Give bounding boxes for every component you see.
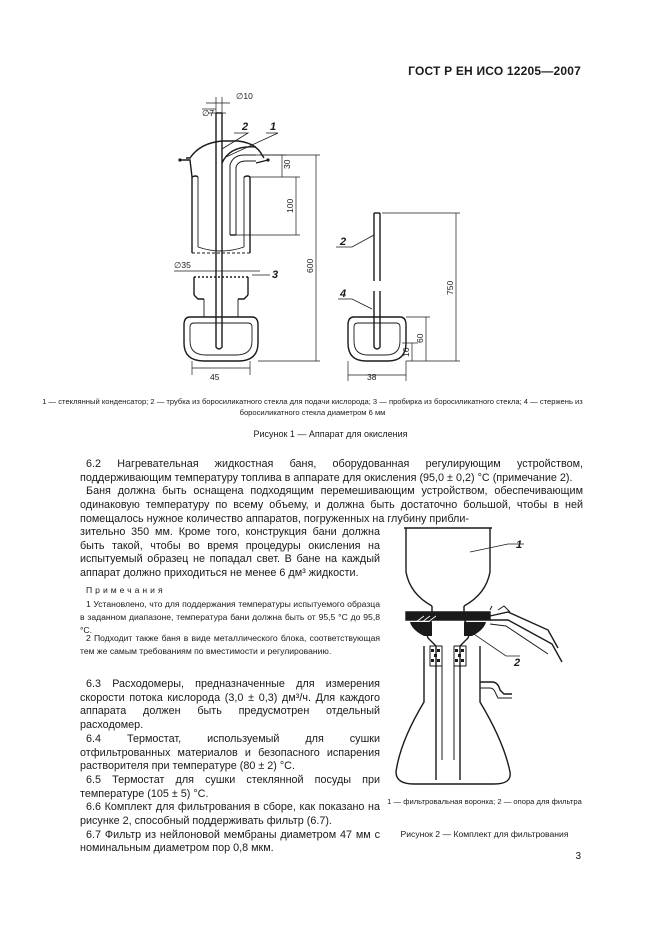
dim-h600: 600 bbox=[305, 258, 315, 273]
dim-w38: 38 bbox=[367, 372, 377, 382]
figure-1-caption: 1 — стеклянный конденсатор; 2 — трубка из боросиликатного стекла для подачи кислорода; 3 — пробирка из боросиликатного стекла; 4 — стержень из боросиликатного стекла диаметром 6 мм bbox=[42, 397, 583, 417]
section-6-2 bbox=[80, 458, 583, 527]
fig1-label-4: 4 bbox=[340, 288, 347, 300]
fig2-label-1: 1 bbox=[516, 539, 523, 551]
dim-h750: 750 bbox=[445, 280, 455, 295]
dim-w45: 45 bbox=[210, 372, 220, 382]
fig1-label-2b: 2 bbox=[340, 236, 347, 248]
dim-d7: ∅7 bbox=[202, 108, 215, 118]
fig2-label-2: 2 bbox=[514, 657, 521, 669]
dim-d10: ∅10 bbox=[236, 91, 253, 101]
paragraph-6-3: 6.3 Расходомеры, предназначенные для измерения скорости потока кислорода (3,0 ± 0,3) дм³/ч. Для каждого аппарата должен быть предусмотрен отдельный расходомер. bbox=[80, 678, 380, 732]
fig1-label-1: 1 bbox=[270, 121, 277, 133]
section-6-2-continued bbox=[80, 526, 380, 581]
paragraph-6-4: 6.4 Термостат, используемый для сушки отфильтрованных материалов и безопасного испарения растворителя при температуре (80 ± 2) °С. bbox=[80, 732, 380, 773]
paragraph-6-5: 6.5 Термостат для сушки стеклянной посуды при температуре (105 ± 5) °С. bbox=[80, 773, 380, 800]
dim-d35: ∅35 bbox=[174, 260, 191, 270]
standard-header: ГОСТ Р ЕН ИСО 12205—2007 bbox=[408, 64, 581, 78]
figure-1-apparatus bbox=[160, 85, 480, 385]
figure-2-caption: 1 — фильтровальная воронка; 2 — опора для фильтра bbox=[387, 797, 582, 806]
dim-h30: 30 bbox=[282, 159, 292, 169]
dim-h100: 100 bbox=[285, 198, 295, 213]
note-2 bbox=[80, 632, 380, 658]
fig1-label-3: 3 bbox=[272, 269, 279, 281]
paragraph-6-2-continued: зительно 350 мм. Кроме того, конструкция бани должна быть такой, чтобы во время процедуры окисления на испытуемый образец не попадал свет. В бане на каждый аппарат должно приходиться не менее 6 дм³ жидкости. bbox=[80, 526, 380, 580]
dim-h16: 16 bbox=[401, 347, 411, 357]
dim-h60: 60 bbox=[415, 333, 425, 343]
figure-1-title: Рисунок 1 — Аппарат для окисления bbox=[253, 429, 408, 439]
paragraph-6-6: 6.6 Комплект для фильтрования в сборе, как показано на рисунке 2, способный поддерживать фильтр (6.7). bbox=[80, 801, 380, 828]
paragraph-6-2-bath: Баня должна быть оснащена подходящим перемешивающим устройством, обеспечивающим одинаковую температуру по всему объему, и должна быть достаточно большой, чтобы в ней помещалось нужное количество аппаратов, погруженных на глубину прибли- bbox=[80, 485, 583, 525]
figure-2-filtration-set bbox=[380, 522, 580, 792]
notes-heading: Примечания bbox=[86, 585, 166, 595]
note-1-text: 1 Установлено, что для поддержания температуры испытуемого образца в заданном диапазоне, температура бани должна быть от 95,5 °С до 95,8 °С. bbox=[80, 599, 380, 635]
note-1 bbox=[80, 598, 380, 636]
paragraph-6-2: 6.2 Нагревательная жидкостная баня, оборудованная регулирующим устройством, поддерживающим температуру топлива в аппарате для окисления (95,0 ± 0,2) °С (примечание 2). bbox=[80, 458, 583, 484]
page-number: 3 bbox=[575, 851, 581, 862]
section-6-3-to-6-7 bbox=[80, 678, 380, 856]
note-2-text: 2 Подходит также баня в виде металлического блока, соответствующая тем же самым требованиям по вместимости и регулированию. bbox=[80, 633, 380, 656]
figure-2-title: Рисунок 2 — Комплект для фильтрования bbox=[400, 829, 569, 839]
fig1-label-2: 2 bbox=[242, 121, 249, 133]
paragraph-6-7: 6.7 Фильтр из нейлоновой мембраны диаметром 47 мм с номинальным диаметром пор 0,8 мкм. bbox=[80, 828, 380, 855]
